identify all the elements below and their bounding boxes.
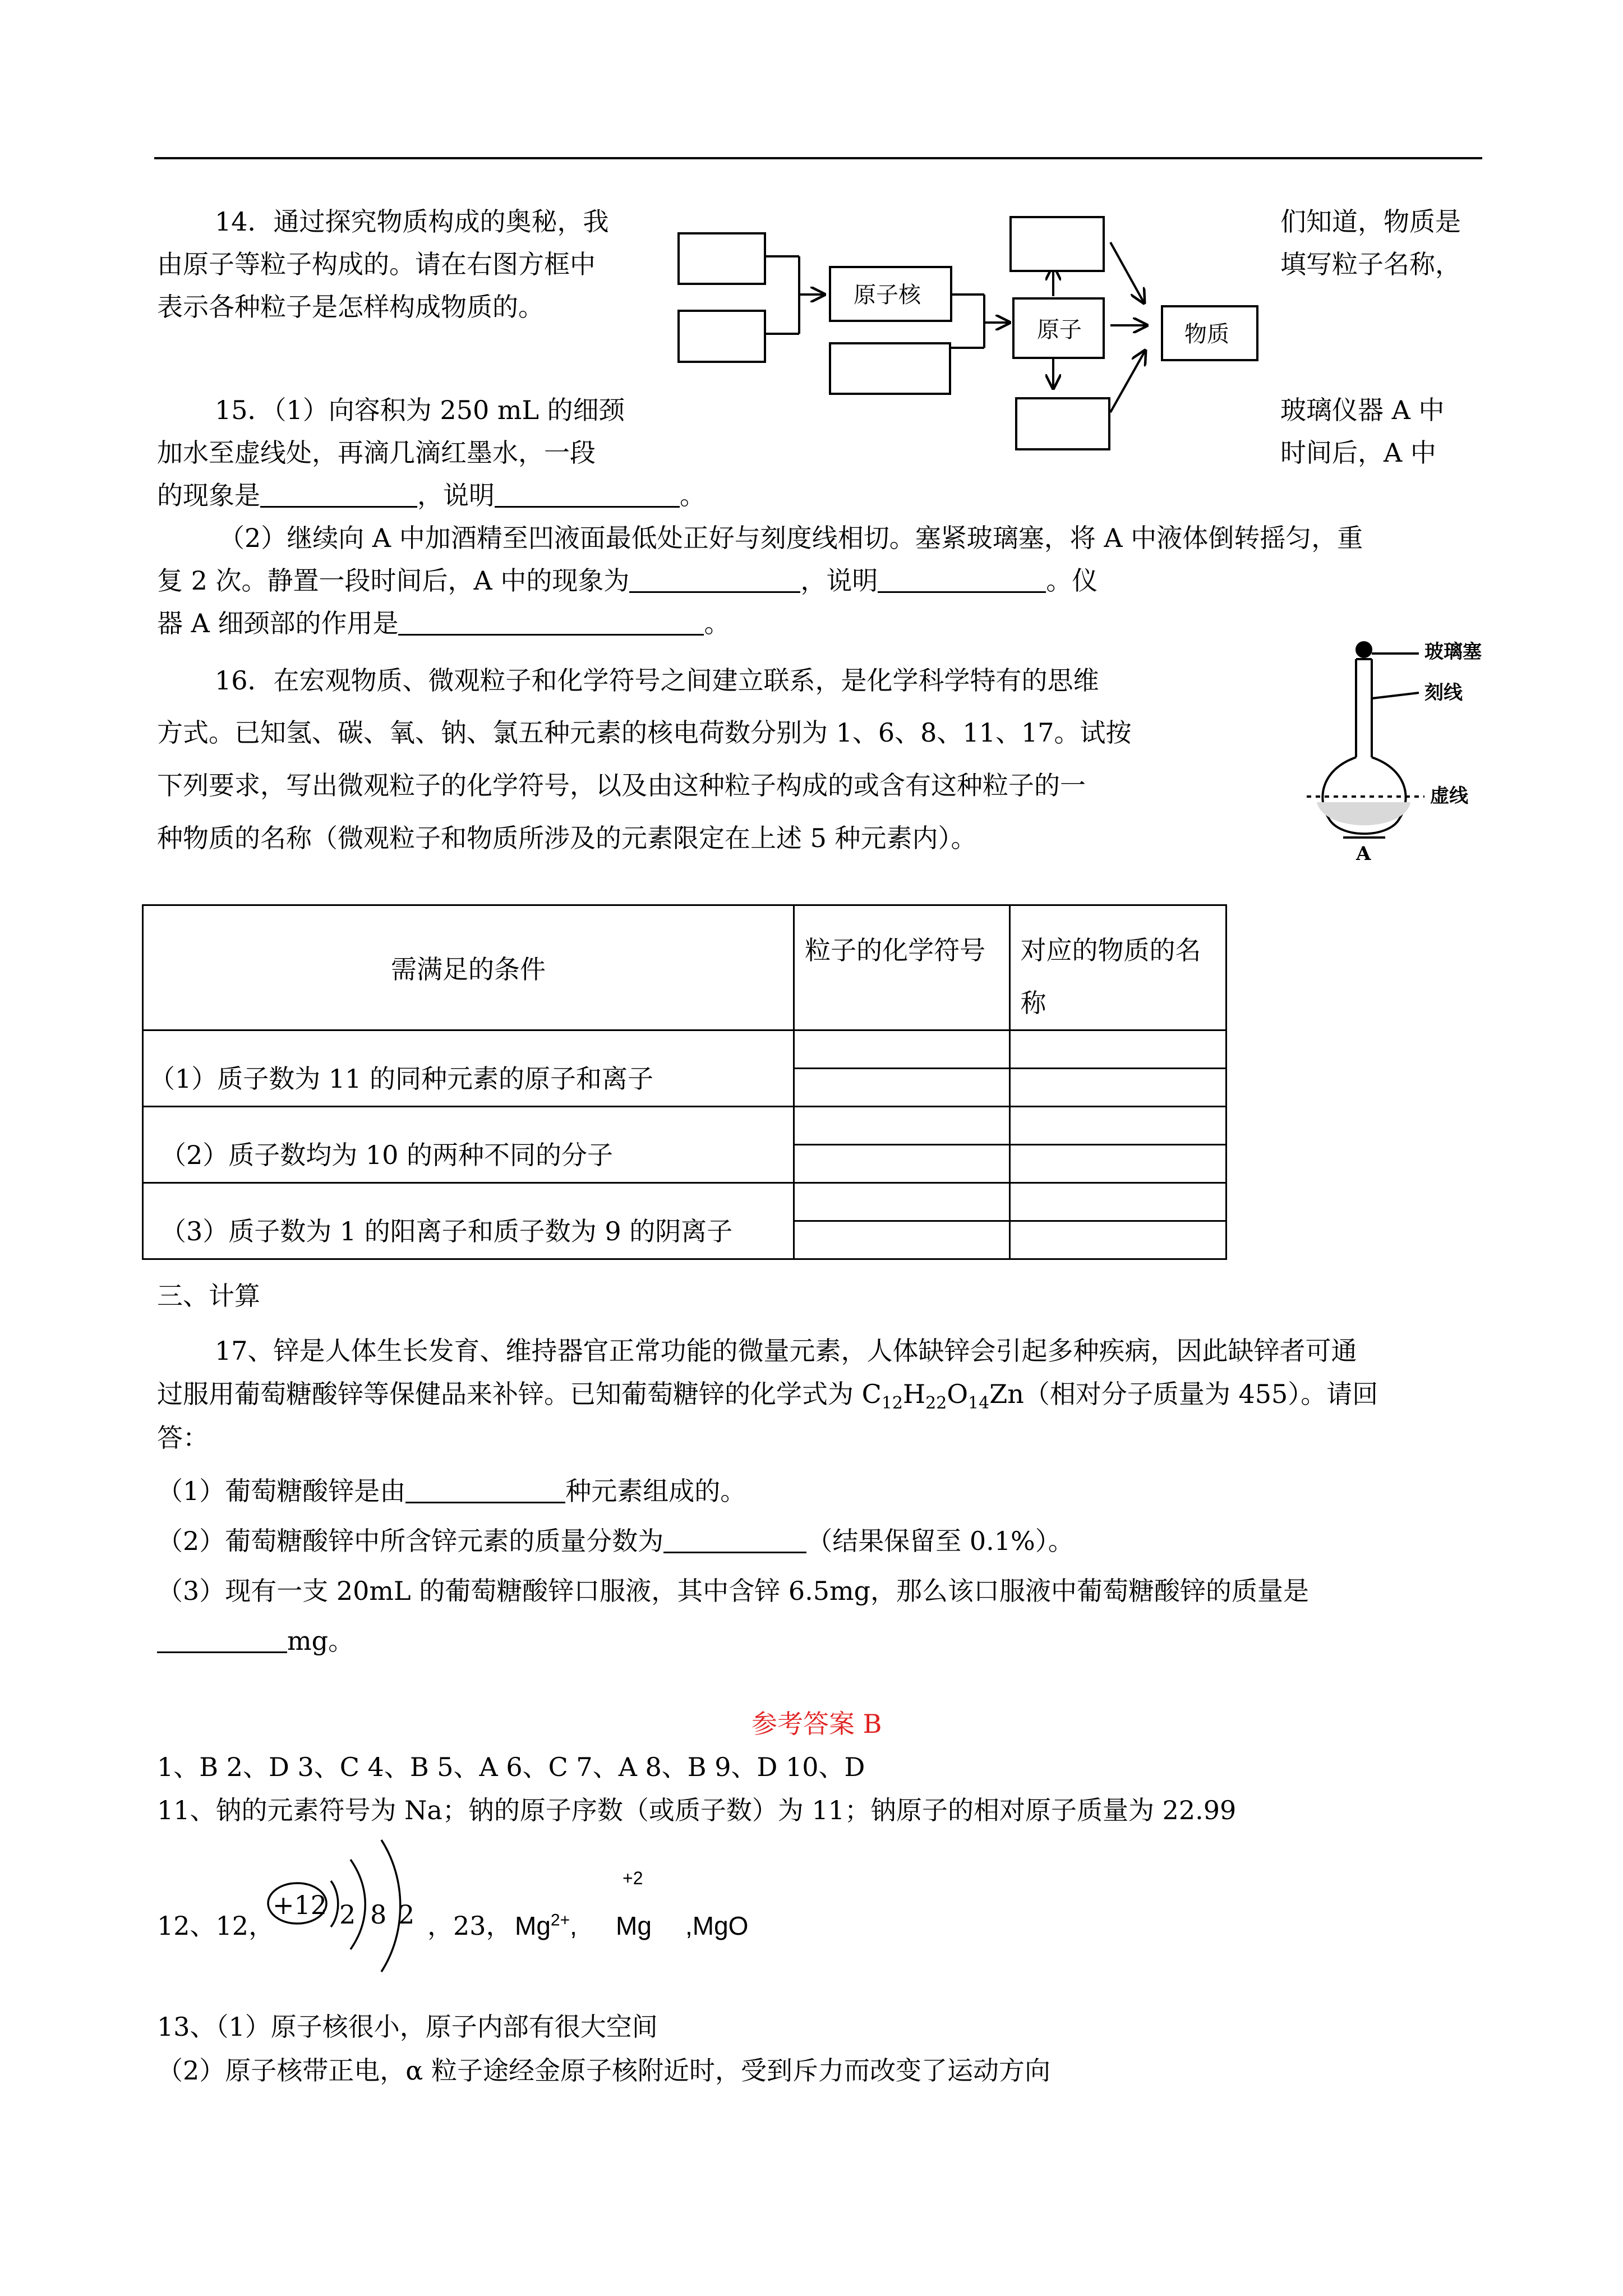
shell-3-electrons: 2 <box>398 1899 415 1930</box>
q16-header-substance: 对应的物质的名称 <box>1009 905 1226 1030</box>
table-row <box>143 1183 1227 1221</box>
q16-row2-substance-b[interactable] <box>1009 1145 1226 1183</box>
q16-table-header-row <box>143 905 1227 1030</box>
q15-blank-2[interactable] <box>495 482 680 508</box>
section-3-heading: 三、计算 <box>157 1281 260 1311</box>
q15-line1-left: 15．（1）向容积为 250 mL 的细颈 <box>215 395 625 425</box>
q16-row1-symbol-a[interactable] <box>794 1030 1009 1069</box>
q17-p2-b: （结果保留至 0.1%）。 <box>806 1526 1074 1556</box>
q17-line3: 答： <box>157 1423 209 1453</box>
blank-box-right-top[interactable] <box>1009 216 1105 272</box>
mg-valence-sup: +2 <box>623 1868 643 1888</box>
q16-row2-symbol-b[interactable] <box>794 1145 1009 1183</box>
q16-row2-symbol-a[interactable] <box>794 1107 1009 1145</box>
flask-figure <box>1284 634 1509 869</box>
flask-dashed-label: 虚线 <box>1430 785 1468 807</box>
q16-row3-condition: （3）质子数为 1 的阳离子和质子数为 9 的阴离子 <box>143 1183 794 1259</box>
atom-label: 原子 <box>1037 317 1082 343</box>
q14-line1-left: 14．通过探究物质构成的奥秘，我 <box>215 206 609 237</box>
substance-label: 物质 <box>1184 321 1229 347</box>
blank-box-left-bottom[interactable] <box>677 310 766 363</box>
blank-box-right-bottom[interactable] <box>1015 397 1110 450</box>
q17-sub-h: 22 <box>925 1393 947 1414</box>
q17-p3: （3）现有一支 20mL 的葡萄糖酸锌口服液，其中含锌 6.5mg，那么该口服液中葡萄糖酸锌的质量是 <box>157 1576 1310 1606</box>
q15-p2-line2 <box>157 565 1098 596</box>
q16-row1-substance-a[interactable] <box>1009 1030 1226 1069</box>
q14-line1-right: 们知道，物质是 <box>1280 206 1461 237</box>
q16-header-symbol: 粒子的化学符号 <box>794 905 1009 1030</box>
q15-line3-b: ，说明 <box>417 480 495 510</box>
q15-p2-line2-c: 。仪 <box>1046 565 1098 596</box>
shell-2-electrons: 8 <box>370 1899 387 1930</box>
q17-blank-2[interactable] <box>663 1528 806 1553</box>
mg-valence-symbol: Mg <box>616 1911 652 1940</box>
q16-row3-symbol-b[interactable] <box>794 1221 1009 1259</box>
answers-title: 参考答案 B <box>751 1709 882 1739</box>
q15-blank-4[interactable] <box>878 568 1046 593</box>
q17-p4-text: mg。 <box>287 1626 354 1656</box>
q17-line1: 17、锌是人体生长发育、维持器官正常功能的微量元素，人体缺锌会引起多种疾病，因此缺锌者可通 <box>215 1336 1357 1366</box>
q16-line1: 16．在宏观物质、微观粒子和化学符号之间建立联系，是化学科学特有的思维 <box>215 665 1099 696</box>
q15-line2-right: 时间后，A 中 <box>1280 438 1436 468</box>
answers-line11: 11、钠的元素符号为 Na；钠的原子序数（或质子数）为 11；钠原子的相对原子质量为 22.99 <box>157 1795 1237 1825</box>
q15-p2-line2-b: ，说明 <box>800 565 878 596</box>
q14-line3-left: 表示各种粒子是怎样构成物质的。 <box>157 292 544 322</box>
q17-o: O <box>947 1379 969 1409</box>
q15-p2-line1: （2）继续向 A 中加酒精至凹液面最低处正好与刻度线相切。塞紧玻璃塞，将 A 中液体倒转摇匀，重 <box>219 523 1363 553</box>
q15-line3-a: 的现象是 <box>157 480 260 510</box>
q14-line2-left: 由原子等粒子构成的。请在右图方框中 <box>157 249 596 279</box>
q16-row1-condition: （1）质子数为 11 的同种元素的原子和离子 <box>143 1030 794 1107</box>
q17-sub-o: 14 <box>968 1393 990 1414</box>
q16-table <box>142 904 1227 1260</box>
header-rule <box>154 157 1482 159</box>
q16-row1-substance-b[interactable] <box>1009 1069 1226 1107</box>
q17-p2 <box>157 1528 1074 1554</box>
q17-h: H <box>903 1379 926 1409</box>
q17-line2 <box>157 1379 1378 1414</box>
q15-blank-3[interactable] <box>629 568 800 593</box>
q15-line3-c: 。 <box>680 480 706 510</box>
q15-p2-line2-a: 复 2 次。静置一段时间后，A 中的现象为 <box>157 565 630 596</box>
q16-header-condition: 需满足的条件 <box>143 905 794 1030</box>
q16-row1-symbol-b[interactable] <box>794 1069 1009 1107</box>
q17-p4 <box>157 1628 354 1654</box>
q16-line4: 种物质的名称（微观粒子和物质所涉及的元素限定在上述 5 种元素内）。 <box>157 823 977 853</box>
answers-13-1: 13、（1）原子核很小，原子内部有很大空间 <box>157 2012 658 2042</box>
q15-p2-line3 <box>157 610 730 636</box>
q15-line2-left: 加水至虚线处，再滴几滴红墨水，一段 <box>157 438 596 468</box>
flask-stopper-label: 玻璃塞 <box>1424 641 1482 663</box>
q15-line1-right: 玻璃仪器 A 中 <box>1280 395 1445 425</box>
q15-p2-line3-b: 。 <box>704 608 730 638</box>
mgo-formula: ,MgO <box>685 1911 749 1940</box>
q17-p1 <box>157 1478 746 1504</box>
answers-line1: 1、B 2、D 3、C 4、B 5、A 6、C 7、A 8、B 9、D 10、D <box>157 1752 865 1782</box>
table-row <box>143 1107 1227 1145</box>
substance-box <box>1161 305 1258 361</box>
answer12-mid: ，23， <box>427 1911 512 1941</box>
q15-line3 <box>157 482 706 508</box>
nucleus-box <box>829 266 952 322</box>
shell-1-electrons: 2 <box>339 1899 356 1930</box>
q16-row2-substance-a[interactable] <box>1009 1107 1226 1145</box>
q16-line3: 下列要求，写出微观粒子的化学符号，以及由这种粒子构成的或含有这种粒子的一 <box>157 770 1086 800</box>
q17-line2-b: Zn（相对分子质量为 455）。请回 <box>989 1379 1378 1409</box>
answer12-prefix: 12、12， <box>157 1911 275 1941</box>
q17-sub-c: 12 <box>881 1393 903 1414</box>
flask-mark-label: 刻线 <box>1424 682 1463 704</box>
flask-name-label: A <box>1356 843 1371 865</box>
q17-blank-3[interactable] <box>157 1628 287 1653</box>
q16-row2-condition: （2）质子数均为 10 的两种不同的分子 <box>143 1107 794 1183</box>
mg-ion <box>515 1913 577 1939</box>
q17-line2-a: 过服用葡萄糖酸锌等保健品来补锌。已知葡萄糖锌的化学式为 C <box>157 1379 882 1409</box>
q16-row3-symbol-a[interactable] <box>794 1183 1009 1221</box>
q16-row3-substance-b[interactable] <box>1009 1221 1226 1259</box>
blank-box-center[interactable] <box>829 342 951 395</box>
q15-blank-5[interactable] <box>398 610 704 636</box>
q15-p2-line3-a: 器 A 细颈部的作用是 <box>157 608 399 638</box>
mg-ion-separator: , <box>570 1911 577 1940</box>
q16-line2: 方式。已知氢、碳、氧、钠、氯五种元素的核电荷数分别为 1、6、8、11、17。试按 <box>157 717 1132 748</box>
q17-p1-b: 种元素组成的。 <box>565 1476 746 1506</box>
q16-row3-substance-a[interactable] <box>1009 1183 1226 1221</box>
blank-box-left-top[interactable] <box>677 232 766 285</box>
q17-p1-a: （1）葡萄糖酸锌是由 <box>157 1476 406 1506</box>
q15-blank-1[interactable] <box>260 482 417 508</box>
q14-line2-right: 填写粒子名称， <box>1280 249 1461 279</box>
table-row <box>143 1030 1227 1069</box>
q17-p2-a: （2）葡萄糖酸锌中所含锌元素的质量分数为 <box>157 1526 664 1556</box>
mg-ion-symbol: Mg <box>515 1911 551 1940</box>
atom-box <box>1012 297 1105 359</box>
q17-blank-1[interactable] <box>405 1478 565 1503</box>
nucleus-label: 原子核 <box>854 282 921 308</box>
answers-13-2: （2）原子核带正电，α 粒子途经金原子核附近时，受到斥力而改变了运动方向 <box>157 2055 1050 2086</box>
mg-ion-charge: 2+ <box>550 1911 570 1930</box>
nucleus-charge: +12 <box>273 1890 328 1920</box>
